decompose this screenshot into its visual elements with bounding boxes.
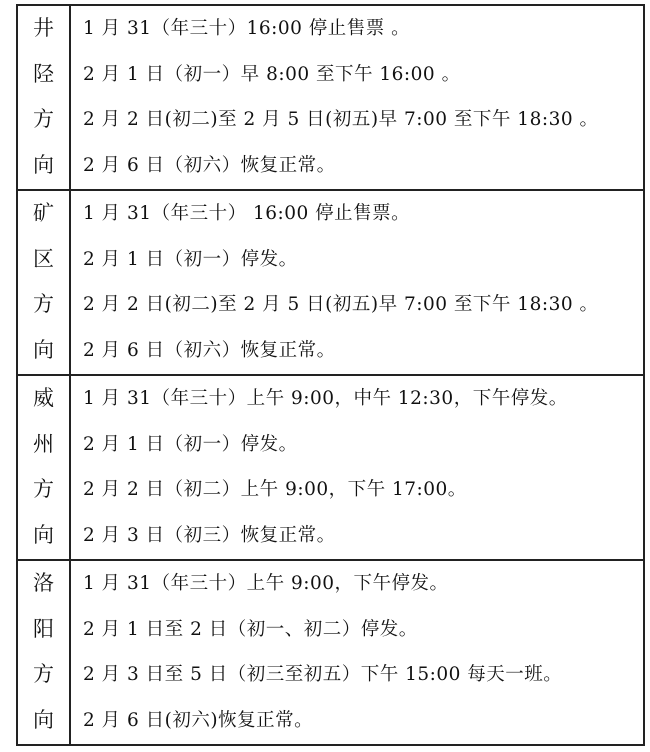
direction-char: 洛	[33, 571, 54, 595]
direction-char: 方	[33, 662, 54, 686]
section-row-luoyang	[17, 560, 644, 745]
direction-cell	[17, 5, 70, 190]
direction-char: 井	[33, 16, 54, 40]
bus-schedule-table	[16, 4, 645, 746]
schedule-line: 1 月 31（年三十） 16:00 停止售票。	[83, 203, 411, 224]
section-row-weizhou	[17, 375, 644, 560]
schedule-line: 2 月 1 日至 2 日（初一、初二）停发。	[83, 618, 418, 640]
schedule-line: 1 月 31（年三十）上午 9:00，中午 12:30，下午停发。	[83, 388, 568, 409]
schedule-line: 2 月 6 日（初六）恢复正常。	[83, 154, 336, 176]
schedule-cell	[70, 190, 644, 375]
direction-label	[18, 376, 69, 558]
direction-char: 方	[33, 292, 54, 316]
direction-cell	[17, 190, 70, 375]
schedule-line: 2 月 1 日（初一）停发。	[83, 433, 298, 455]
direction-label	[18, 6, 69, 188]
direction-label	[18, 561, 69, 743]
direction-char: 威	[33, 386, 54, 410]
schedule-line: 2 月 3 日至 5 日（初三至初五）下午 15:00 每天一班。	[83, 664, 563, 685]
direction-char: 向	[33, 522, 54, 547]
direction-char: 陉	[33, 61, 54, 86]
schedule-line: 2 月 2 日(初二)至 2 月 5 日(初五)早 7:00 至下午 18:30 。	[83, 294, 599, 315]
direction-char: 方	[33, 107, 54, 131]
schedule-line: 2 月 1 日（初一）早 8:00 至下午 16:00 。	[83, 63, 461, 85]
direction-char: 向	[33, 707, 54, 732]
schedule-line: 2 月 6 日(初六)恢复正常。	[83, 709, 314, 731]
direction-char: 方	[33, 477, 54, 501]
schedule-cell	[70, 375, 644, 560]
direction-char: 向	[33, 152, 54, 177]
direction-label	[18, 191, 69, 373]
schedule-line: 2 月 3 日（初三）恢复正常。	[83, 524, 336, 546]
schedule-line: 1 月 31（年三十）上午 9:00，下午停发。	[83, 573, 449, 594]
schedule-cell	[70, 560, 644, 745]
direction-char: 区	[33, 246, 54, 271]
direction-char: 向	[33, 337, 54, 362]
schedule-line: 2 月 1 日（初一）停发。	[83, 248, 298, 270]
section-row-jingxing	[17, 5, 644, 190]
direction-cell	[17, 375, 70, 560]
schedule-cell	[70, 5, 644, 190]
schedule-line: 2 月 2 日（初二）上午 9:00，下午 17:00。	[83, 479, 467, 500]
direction-char: 州	[33, 431, 54, 456]
direction-cell	[17, 560, 70, 745]
schedule-line: 2 月 2 日(初二)至 2 月 5 日(初五)早 7:00 至下午 18:30 。	[83, 109, 599, 130]
direction-char: 矿	[33, 201, 54, 225]
schedule-line: 1 月 31（年三十）16:00 停止售票 。	[83, 18, 411, 39]
section-row-kuangqu	[17, 190, 644, 375]
direction-char: 阳	[33, 616, 54, 641]
schedule-line: 2 月 6 日（初六）恢复正常。	[83, 339, 336, 361]
